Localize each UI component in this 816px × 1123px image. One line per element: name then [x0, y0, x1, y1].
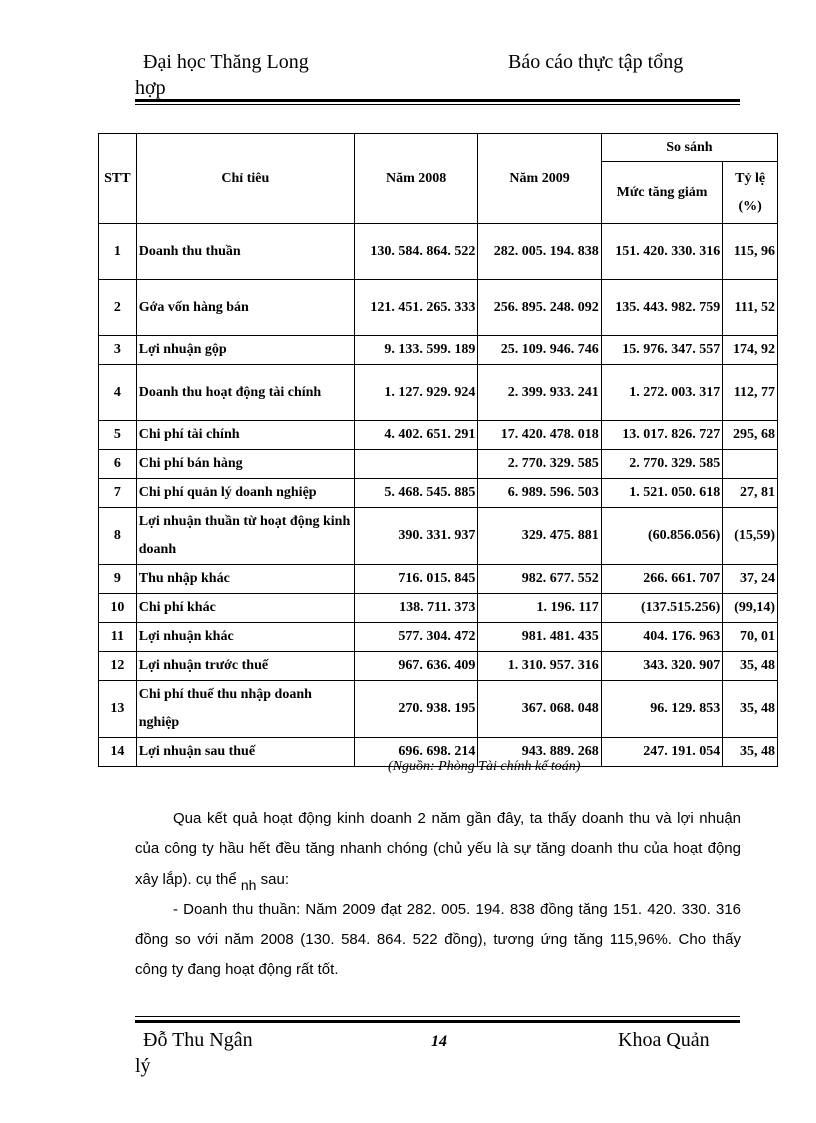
row-change: 13. 017. 826. 727: [601, 421, 723, 450]
row-value-2008: [354, 450, 477, 479]
table-row: [99, 565, 778, 594]
row-stt: 10: [99, 594, 137, 623]
header-report-title-wrap: hợp: [135, 77, 166, 99]
row-value-2009: 17. 420. 478. 018: [478, 421, 601, 450]
analysis-paragraph-1-end: sau:: [260, 871, 289, 888]
row-ratio: [723, 450, 778, 479]
row-ratio: (99,14): [723, 594, 778, 623]
row-value-2008: 270. 938. 195: [354, 681, 477, 738]
row-ratio: (15,59): [723, 508, 778, 565]
row-value-2009: 2. 399. 933. 241: [478, 365, 601, 421]
income-comparison-table: [98, 133, 778, 767]
row-value-2008: 130. 584. 864. 522: [354, 224, 477, 280]
header-report-title: Báo cáo thực tập tổng: [508, 51, 684, 73]
row-change: 247. 191. 054: [601, 738, 723, 767]
row-value-2009: 256. 895. 248. 092: [478, 280, 601, 336]
row-value-2008: 121. 451. 265. 333: [354, 280, 477, 336]
table-row: [99, 508, 778, 565]
row-ratio: 295, 68: [723, 421, 778, 450]
row-indicator: Lợi nhuận thuần từ hoạt động kinh doanh: [136, 508, 354, 565]
row-indicator: Chi phí tài chính: [136, 421, 354, 450]
header-rule-thin: [135, 104, 740, 105]
row-value-2008: 9. 133. 599. 189: [354, 336, 477, 365]
row-ratio: 35, 48: [723, 738, 778, 767]
row-stt: 11: [99, 623, 137, 652]
row-indicator: Chi phí quản lý doanh nghiệp: [136, 479, 354, 508]
row-indicator: Lợi nhuận khác: [136, 623, 354, 652]
row-indicator: Thu nhập khác: [136, 565, 354, 594]
row-ratio: 35, 48: [723, 681, 778, 738]
analysis-paragraph-2: - Doanh thu thuần: Năm 2009 đạt 282. 005. 194. 838 đồng tăng 151. 420. 330. 316 đồng so với năm 2008 (130. 584. 864. 522 đồng), tương ứng tăng 115,96%. Cho thấy công ty đang hoạt động rất tốt.: [135, 901, 741, 978]
analysis-text: [135, 804, 741, 985]
table-row: [99, 479, 778, 508]
footer-author: Đỗ Thu Ngân: [143, 1029, 253, 1051]
row-stt: 5: [99, 421, 137, 450]
table-source-note: (Nguồn: Phòng Tài chính kế toán): [388, 759, 581, 774]
analysis-paragraph-1: [135, 804, 741, 895]
row-indicator: Gớa vốn hàng bán: [136, 280, 354, 336]
row-value-2009: 982. 677. 552: [478, 565, 601, 594]
row-indicator: Chi phí thuế thu nhập doanh nghiệp: [136, 681, 354, 738]
page-number: 14: [431, 1033, 447, 1050]
col-2008: Năm 2008: [354, 134, 477, 224]
table-row: [99, 681, 778, 738]
row-value-2009: 943. 889. 268: [478, 738, 601, 767]
row-value-2009: 2. 770. 329. 585: [478, 450, 601, 479]
row-value-2008: 4. 402. 651. 291: [354, 421, 477, 450]
row-stt: 8: [99, 508, 137, 565]
table-row: [99, 421, 778, 450]
table-row: [99, 280, 778, 336]
row-value-2008: 696. 698. 214: [354, 738, 477, 767]
row-change: 135. 443. 982. 759: [601, 280, 723, 336]
row-value-2009: 1. 310. 957. 316: [478, 652, 601, 681]
row-value-2008: 1. 127. 929. 924: [354, 365, 477, 421]
row-value-2008: 390. 331. 937: [354, 508, 477, 565]
row-change: 1. 272. 003. 317: [601, 365, 723, 421]
row-stt: 3: [99, 336, 137, 365]
row-stt: 14: [99, 738, 137, 767]
row-ratio: 115, 96: [723, 224, 778, 280]
row-change: (60.856.056): [601, 508, 723, 565]
row-ratio: 70, 01: [723, 623, 778, 652]
row-change: 2. 770. 329. 585: [601, 450, 723, 479]
header-school: Đại học Thăng Long: [143, 51, 309, 73]
row-indicator: Chi phí bán hàng: [136, 450, 354, 479]
col-2009: Năm 2009: [478, 134, 601, 224]
table-row: [99, 623, 778, 652]
footer-rule-thick: [135, 1020, 740, 1023]
row-stt: 2: [99, 280, 137, 336]
footer-department-wrap: lý: [135, 1055, 151, 1077]
row-change: (137.515.256): [601, 594, 723, 623]
row-value-2008: 138. 711. 373: [354, 594, 477, 623]
table-row: [99, 224, 778, 280]
row-value-2009: 25. 109. 946. 746: [478, 336, 601, 365]
row-change: 266. 661. 707: [601, 565, 723, 594]
row-indicator: Lợi nhuận trước thuế: [136, 652, 354, 681]
row-value-2008: 967. 636. 409: [354, 652, 477, 681]
col-ratio: Tỷ lệ (%): [723, 162, 778, 224]
row-change: 404. 176. 963: [601, 623, 723, 652]
row-change: 343. 320. 907: [601, 652, 723, 681]
footer-rule-thin: [135, 1016, 740, 1017]
row-ratio: 111, 52: [723, 280, 778, 336]
row-stt: 9: [99, 565, 137, 594]
row-value-2009: 282. 005. 194. 838: [478, 224, 601, 280]
row-stt: 1: [99, 224, 137, 280]
row-indicator: Doanh thu hoạt động tài chính: [136, 365, 354, 421]
row-indicator: Chi phí khác: [136, 594, 354, 623]
row-value-2008: 716. 015. 845: [354, 565, 477, 594]
row-value-2009: 981. 481. 435: [478, 623, 601, 652]
row-value-2009: 329. 475. 881: [478, 508, 601, 565]
row-stt: 7: [99, 479, 137, 508]
col-stt: STT: [99, 134, 137, 224]
row-stt: 4: [99, 365, 137, 421]
row-value-2008: 577. 304. 472: [354, 623, 477, 652]
row-stt: 6: [99, 450, 137, 479]
table-row: [99, 594, 778, 623]
row-value-2009: 6. 989. 596. 503: [478, 479, 601, 508]
col-change: Mức tăng giảm: [601, 162, 723, 224]
row-change: 96. 129. 853: [601, 681, 723, 738]
row-change: 15. 976. 347. 557: [601, 336, 723, 365]
row-stt: 12: [99, 652, 137, 681]
row-ratio: 37, 24: [723, 565, 778, 594]
row-ratio: 35, 48: [723, 652, 778, 681]
col-indicator: Chỉ tiêu: [136, 134, 354, 224]
col-compare: So sánh: [601, 134, 777, 162]
row-ratio: 27, 81: [723, 479, 778, 508]
table-row: [99, 652, 778, 681]
row-stt: 13: [99, 681, 137, 738]
footer-department: Khoa Quản: [618, 1029, 710, 1051]
row-indicator: Lợi nhuận sau thuế: [136, 738, 354, 767]
analysis-paragraph-1-text: Qua kết quả hoạt động kinh doanh 2 năm gần đây, ta thấy doanh thu và lợi nhuận của công ty hầu hết đều tăng nhanh chóng (chủ yếu là sự tăng doanh thu của hoạt động xây lắp). cụ thể: [135, 810, 741, 888]
row-indicator: Doanh thu thuần: [136, 224, 354, 280]
analysis-paragraph-1-fragment: nh: [240, 877, 257, 893]
row-ratio: 174, 92: [723, 336, 778, 365]
table-row: [99, 336, 778, 365]
header-rule-thick: [135, 99, 740, 102]
row-change: 1. 521. 050. 618: [601, 479, 723, 508]
table-row: [99, 365, 778, 421]
row-change: 151. 420. 330. 316: [601, 224, 723, 280]
table-row: [99, 450, 778, 479]
row-value-2008: 5. 468. 545. 885: [354, 479, 477, 508]
row-indicator: Lợi nhuận gộp: [136, 336, 354, 365]
row-value-2009: 1. 196. 117: [478, 594, 601, 623]
row-ratio: 112, 77: [723, 365, 778, 421]
row-value-2009: 367. 068. 048: [478, 681, 601, 738]
